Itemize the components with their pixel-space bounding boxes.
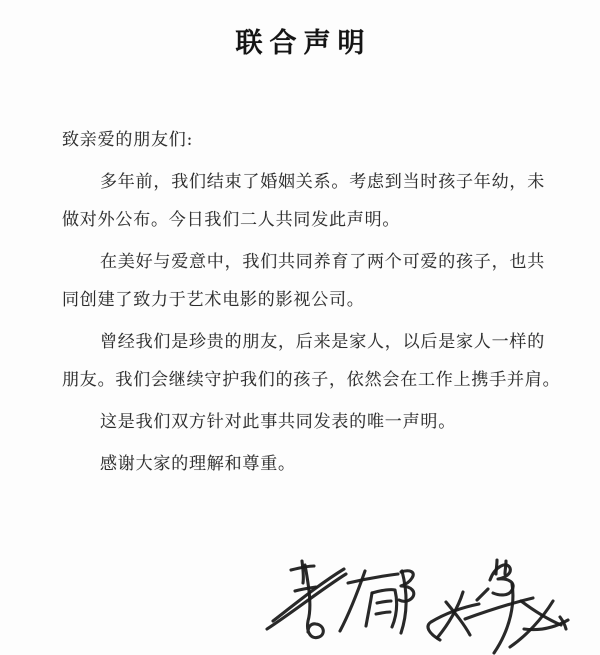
paragraph-line: 多年前，我们结束了婚姻关系。考虑到当时孩子年幼，未 <box>100 172 545 192</box>
signature-left-handwriting-icon <box>255 545 455 655</box>
signature-right-strokes <box>428 560 568 653</box>
paragraph-5 <box>62 445 540 483</box>
paragraph-line: 这是我们双方针对此事共同发表的唯一声明。 <box>100 412 456 432</box>
paragraph-line: 感谢大家的理解和尊重。 <box>100 454 296 474</box>
statement-body <box>62 121 561 483</box>
paragraph-2 <box>62 243 545 319</box>
statement-title: 联合声明 <box>235 28 372 59</box>
salutation: 致亲爱的朋友们: <box>62 130 194 150</box>
signature-right-handwriting-icon <box>420 540 600 655</box>
paragraph-line: 做对外公布。今日我们二人共同发此声明。 <box>62 210 401 230</box>
signature-comma-mark <box>560 617 566 629</box>
paragraph-1 <box>62 163 545 239</box>
paragraph-line: 朋友。我们会继续守护我们的孩子，依然会在工作上携手并肩。 <box>62 370 561 390</box>
paragraph-line: 在美好与爱意中，我们共同养育了两个可爱的孩子，也共 <box>100 252 545 272</box>
paragraph-line: 曾经我们是珍贵的朋友，后来是家人，以后是家人一样的 <box>100 332 545 352</box>
paragraph-line: 同创建了致力于艺术电影的影视公司。 <box>62 290 365 310</box>
paragraph-4 <box>62 403 540 441</box>
signature-left-strokes <box>267 561 414 638</box>
paragraph-3 <box>62 323 561 399</box>
